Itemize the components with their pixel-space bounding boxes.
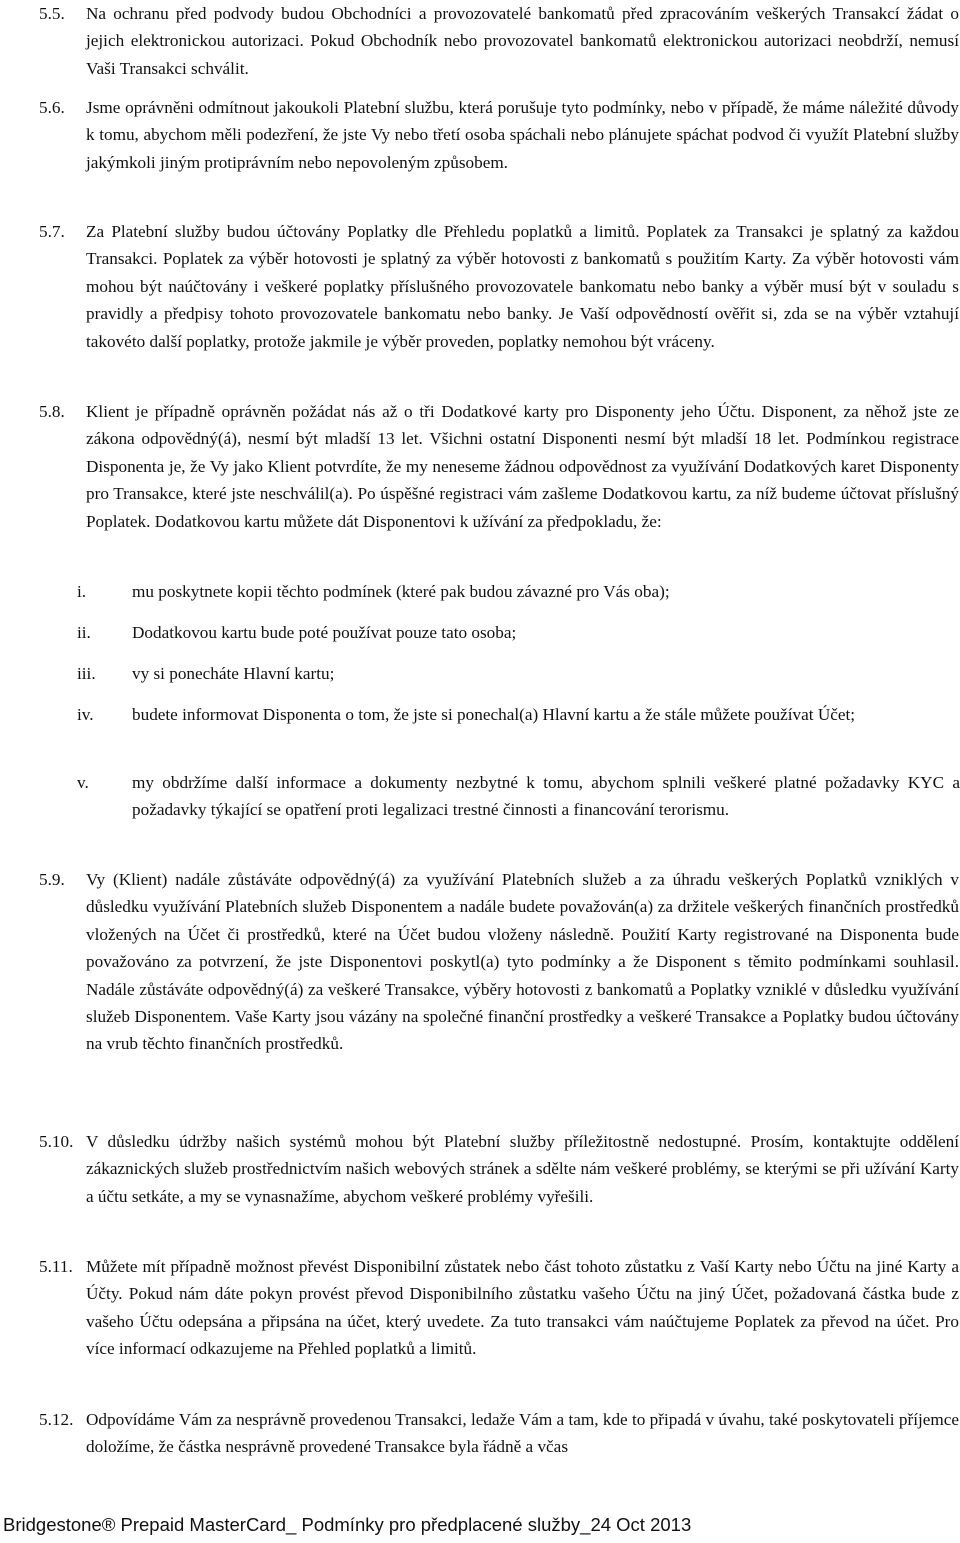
clause-5-5 xyxy=(39,0,959,82)
list-item-number: iii. xyxy=(77,664,96,683)
clause-number: 5.6. xyxy=(39,98,65,117)
list-item-number: i. xyxy=(77,582,87,601)
clause-text: Můžete mít případně možnost převést Disponibilní zůstatek nebo část tohoto zůstatku z Vaší Karty nebo Účtu na jiné Karty a Účty. Pokud nám dáte pokyn provést převod Disponibilního zůstatku vašeho Účtu na jiný Účet, požadovaná částka bude z vašeho Účtu odepsána a připsána na účet, který uvedete. Za tuto transakci vám naúčtujeme Poplatek za převod na účet. Pro více informací odkazujeme na Přehled poplatků a limitů. xyxy=(86,1257,959,1359)
clause-5-10 xyxy=(39,1128,959,1210)
clause-text: Za Platební služby budou účtovány Poplatky dle Přehledu poplatků a limitů. Poplatek za Transakci je splatný za každou Transakci. Poplatek za výběr hotovosti je splatný za výběr hotovosti z bankomatů s použitím Karty. Za výběr hotovosti vám mohou být naúčtovány i veškeré poplatky příslušného provozovatele bankomatu nebo banky a výběr musí být v souladu s pravidly a předpisy tohoto provozovatele bankomatu nebo banky. Je Vaší odpovědností ověřit si, zda se na výběr vztahují takovéto další poplatky, protože jakmile je výběr proveden, poplatky nemohou být vráceny. xyxy=(86,222,959,351)
clause-number: 5.5. xyxy=(39,4,65,23)
list-item xyxy=(77,660,960,687)
clause-5-12 xyxy=(39,1406,959,1461)
list-item xyxy=(77,769,960,824)
list-item-text: mu poskytnete kopii těchto podmínek (které pak budou závazné pro Vás oba); xyxy=(132,582,670,601)
list-item-number: iv. xyxy=(77,705,94,724)
list-item-number: ii. xyxy=(77,623,91,642)
page-footer: Bridgestone® Prepaid MasterCard_ Podmínky pro předplacené služby_24 Oct 2013 xyxy=(3,1514,692,1535)
clause-text: Na ochranu před podvody budou Obchodníci a provozovatelé bankomatů před zpracováním veškerých Transakcí žádat o jejich elektronickou autorizaci. Pokud Obchodník nebo provozovatel bankomatů elektronickou autorizaci neobdrží, nemusí Vaši Transakci schválit. xyxy=(86,4,959,78)
clause-5-6 xyxy=(39,94,959,176)
clause-text: V důsledku údržby našich systémů mohou být Platební služby příležitostně nedostupné. Prosím, kontaktujte oddělení zákaznických služeb prostřednictvím našich webových stránek a sdělte nám veškeré problémy, se kterými se při užívání Karty a účtu setkáte, a my se vynasnažíme, abychom veškeré problémy vyřešili. xyxy=(86,1132,959,1206)
clause-number: 5.7. xyxy=(39,222,65,241)
list-item xyxy=(77,619,960,646)
list-item-text: Dodatkovou kartu bude poté používat pouze tato osoba; xyxy=(132,623,517,642)
clause-text: Odpovídáme Vám za nesprávně provedenou Transakci, ledaže Vám a tam, kde to připadá v úvahu, také poskytovateli příjemce doložíme, že částka nesprávně provedené Transakce byla řádně a včas xyxy=(86,1410,959,1457)
list-item-text: my obdržíme další informace a dokumenty nezbytné k tomu, abychom splnili veškeré platné požadavky KYC a požadavky týkající se opatření proti legalizaci trestné činnosti a financování terorismu. xyxy=(132,773,960,820)
clause-number: 5.10. xyxy=(39,1132,74,1151)
list-item-number: v. xyxy=(77,773,89,792)
clause-5-9 xyxy=(39,866,959,1058)
list-item-text: budete informovat Disponenta o tom, že jste si ponechal(a) Hlavní kartu a že stále můžete používat Účet; xyxy=(132,705,856,724)
clause-5-11 xyxy=(39,1253,959,1363)
clause-number: 5.8. xyxy=(39,402,65,421)
clause-5-8 xyxy=(39,398,959,535)
clause-number: 5.11. xyxy=(39,1257,73,1276)
list-item xyxy=(77,578,960,605)
clause-text: Vy (Klient) nadále zůstáváte odpovědný(á) za využívání Platebních služeb a za úhradu veškerých Poplatků vzniklých v důsledku využívání Platebních služeb Disponentem a nadále budete považován(a) za držitele veškerých finančních prostředků vložených na Účet či prostředků, které na Účet budou vloženy následně. Použití Karty registrované na Disponenta bude považováno za potvrzení, že jste Disponentovi poskytl(a) tyto podmínky a že Disponent s těmito podmínkami souhlasil. Nadále zůstáváte odpovědný(á) za veškeré Transakce, výběry hotovosti z bankomatů a Poplatky vzniklé v důsledku využívání služeb Disponentem. Vaše Karty jsou vázány na společné finanční prostředky a veškeré Transakce a Poplatky budou účtovány na vrub těchto finančních prostředků. xyxy=(86,870,959,1054)
clause-number: 5.9. xyxy=(39,870,65,889)
clause-number: 5.12. xyxy=(39,1410,74,1429)
list-item xyxy=(77,701,960,728)
clause-5-7 xyxy=(39,218,959,355)
clause-text: Jsme oprávněni odmítnout jakoukoli Platební službu, která porušuje tyto podmínky, nebo v případě, že máme náležité důvody k tomu, abychom měli podezření, že jste Vy nebo třetí osoba spáchali nebo plánujete spáchat podvod či využít Platební služby jakýmkoli jiným protiprávním nebo nepovoleným způsobem. xyxy=(86,98,959,172)
clause-text: Klient je případně oprávněn požádat nás až o tři Dodatkové karty pro Disponenty jeho Účtu. Disponent, za něhož jste ze zákona odpovědný(á), nesmí být mladší 13 let. Všichni ostatní Disponenti nesmí být mladší 18 let. Podmínkou registrace Disponenta je, že Vy jako Klient potvrdíte, že my neneseme žádnou odpovědnost za využívání Dodatkových karet Disponenty pro Transakce, které jste neschválil(a). Po úspěšné registraci vám zašleme Dodatkovou kartu, za níž budeme účtovat příslušný Poplatek. Dodatkovou kartu můžete dát Disponentovi k užívání za předpokladu, že: xyxy=(86,402,959,531)
list-item-text: vy si ponecháte Hlavní kartu; xyxy=(132,664,335,683)
